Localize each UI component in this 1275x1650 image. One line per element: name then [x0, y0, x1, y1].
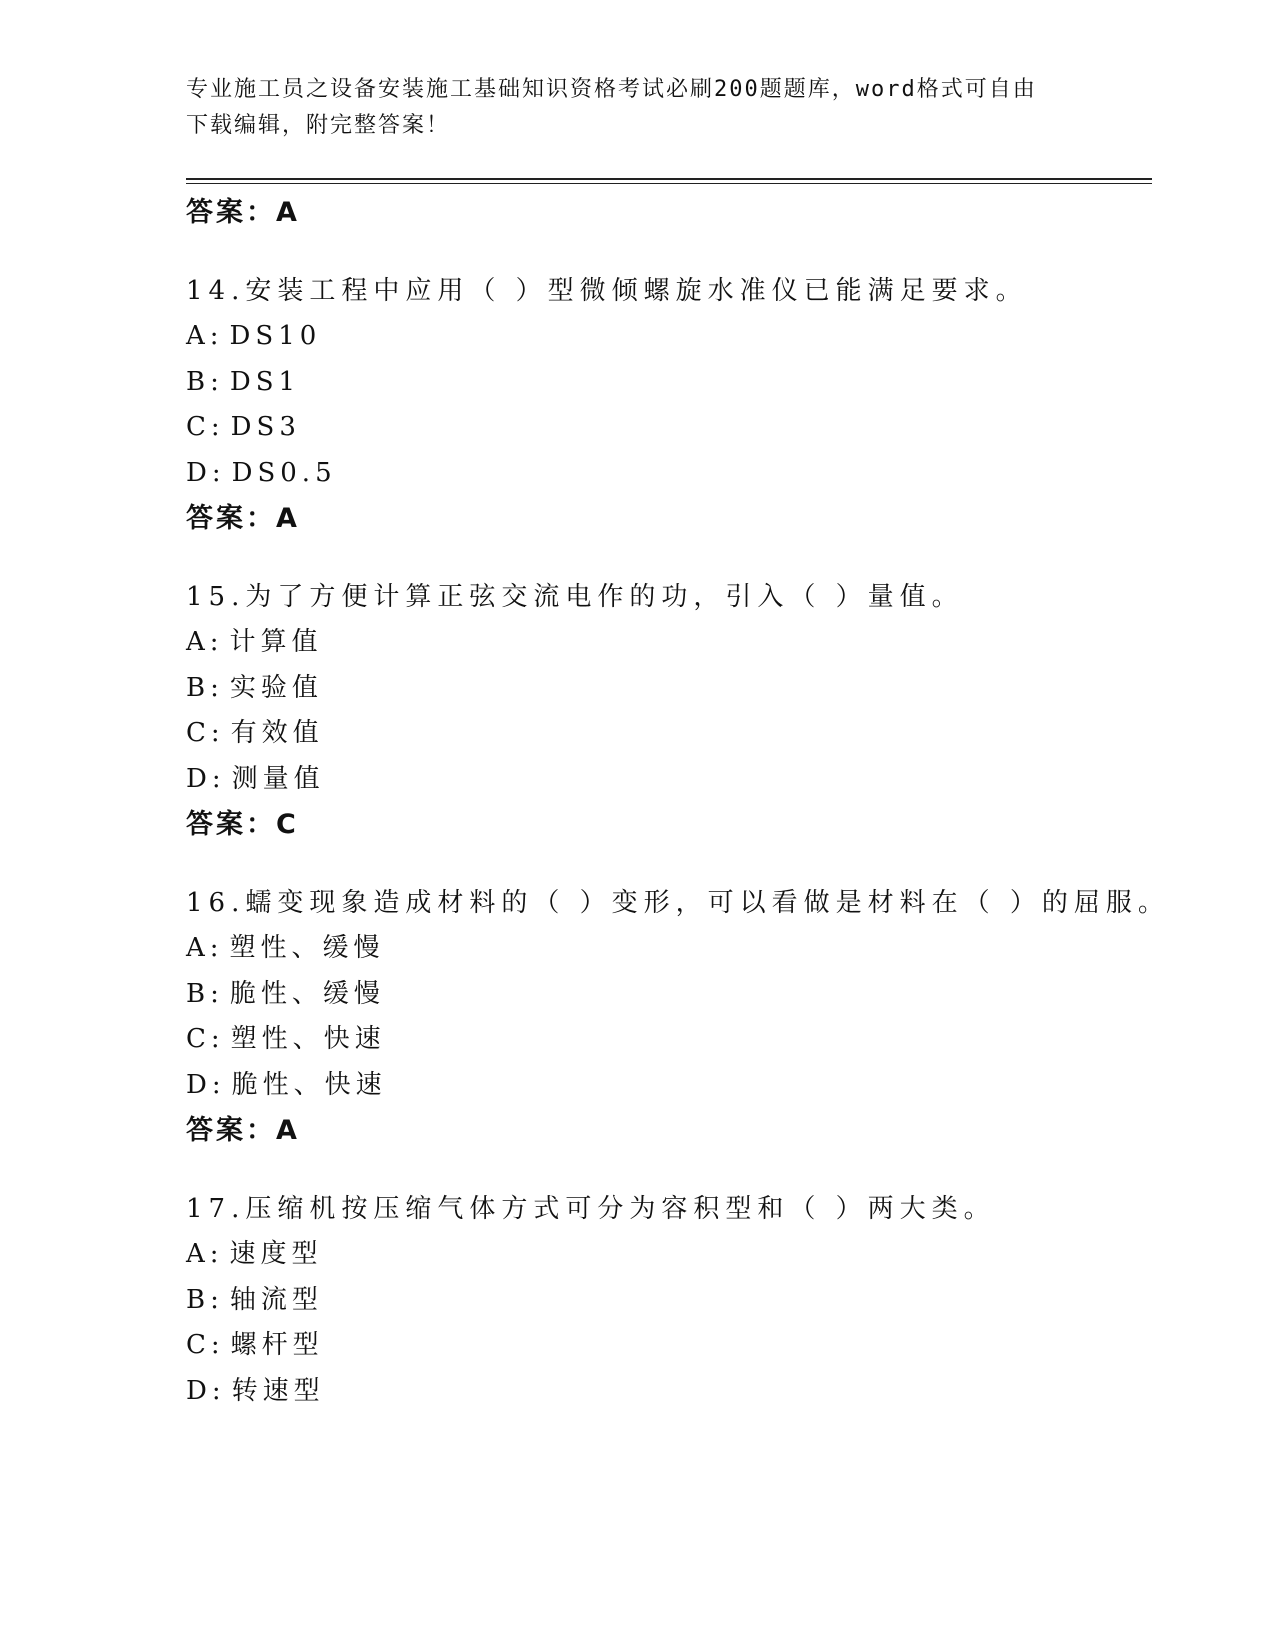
option-b: B: 轴流型 [186, 1284, 323, 1315]
question-title: 17.压缩机按压缩气体方式可分为容积型和（ ）两大类。 [186, 1194, 996, 1224]
option-a: A: 塑性、缓慢 [186, 933, 385, 963]
question-title: 16.蠕变现象造成材料的（ ）变形，可以看做是材料在（ ）的屈服。 [186, 888, 1170, 918]
option-a: A: DS10 [186, 321, 322, 351]
question-15 [186, 574, 1146, 848]
option-c: C: DS3 [186, 412, 301, 442]
previous-answer: 答案：A [186, 197, 300, 228]
option-d: D: DS0.5 [186, 457, 337, 488]
option-c: C: 塑性、快速 [186, 1024, 386, 1054]
header-line-2: 下载编辑，附完整答案！ [186, 113, 451, 138]
option-c: C: 有效值 [186, 718, 324, 748]
question-17 [186, 1186, 1146, 1414]
document-header [186, 72, 1086, 144]
option-b: B: 脆性、缓慢 [186, 978, 385, 1009]
option-a: A: 速度型 [186, 1239, 323, 1269]
option-a: A: 计算值 [186, 627, 323, 657]
header-line-1: 专业施工员之设备安装施工基础知识资格考试必刷200题题库，word格式可自由 [186, 77, 1037, 102]
option-c: C: 螺杆型 [186, 1330, 324, 1360]
option-d: D: 脆性、快速 [186, 1069, 387, 1100]
option-d: D: 测量值 [186, 763, 325, 794]
question-16 [186, 880, 1170, 1154]
answer: 答案：A [186, 503, 300, 534]
question-title: 14.安装工程中应用（ ）型微倾螺旋水准仪已能满足要求。 [186, 276, 1028, 306]
answer: 答案：A [186, 1115, 300, 1146]
header-divider [186, 178, 1152, 180]
question-title: 15.为了方便计算正弦交流电作的功，引入（ ）量值。 [186, 582, 964, 612]
option-b: B: 实验值 [186, 672, 323, 703]
header-divider-thin [186, 183, 1152, 184]
answer: 答案：C [186, 809, 299, 840]
option-d: D: 转速型 [186, 1375, 325, 1406]
question-14 [186, 268, 1146, 542]
option-b: B: DS1 [186, 366, 301, 397]
